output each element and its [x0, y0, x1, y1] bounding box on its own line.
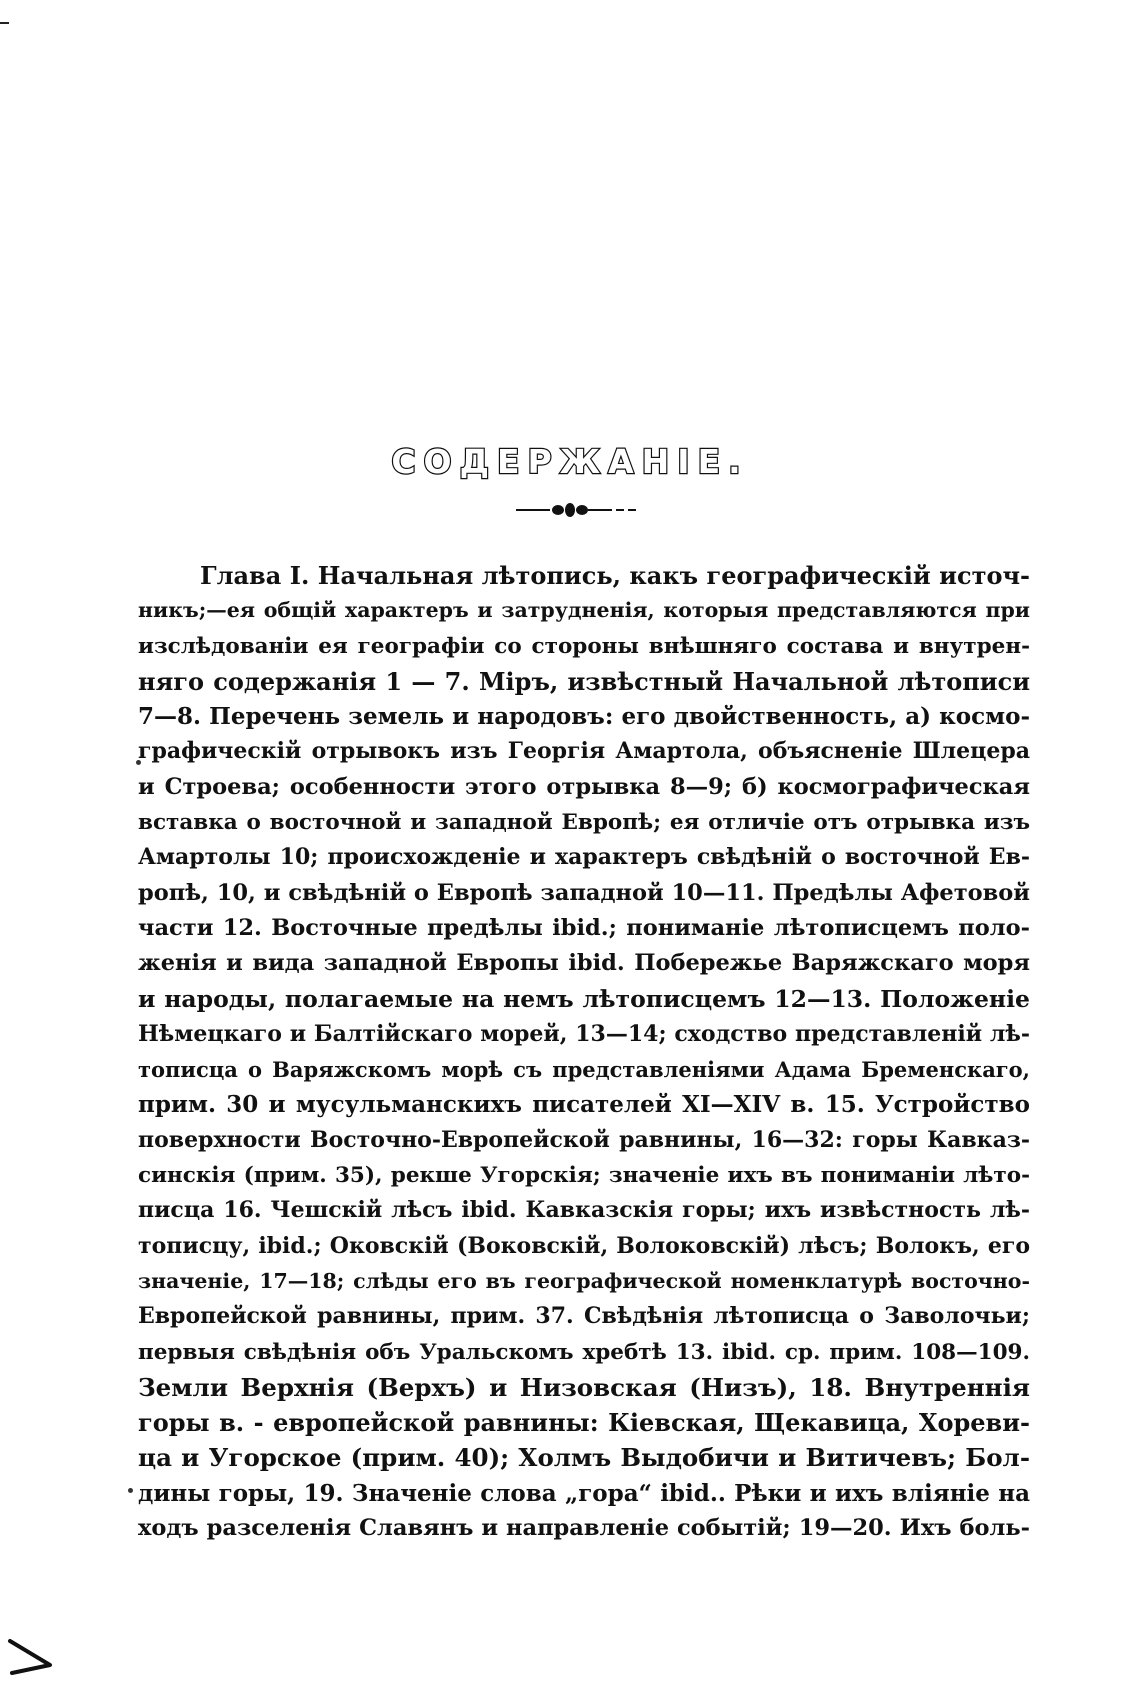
table-of-contents-body [138, 558, 1030, 1546]
toc-line: женія и вида западной Европы ibid. Побережье Варяжскаго моря [138, 950, 1030, 977]
toc-line: графическій отрывокъ изъ Георгія Амартола, объясненіе Шлецера [138, 738, 1030, 765]
toc-line: няго содержанія 1 — 7. Міръ, извѣстный Начальной лѣтописи [138, 666, 1030, 696]
toc-line: тописцу, ibid.; Оковскій (Воковскій, Волоковскій) лѣсъ; Волокъ, его [138, 1232, 1030, 1259]
toc-line: изслѣдованіи ея географіи со стороны внѣшняго состава и внутрен- [138, 633, 1030, 659]
toc-line: Нѣмецкаго и Балтійскаго морей, 13—14; сходство представленій лѣ- [138, 1020, 1030, 1047]
toc-line: вставка о восточной и западной Европѣ; ея отличіе отъ отрывка изъ [138, 810, 1030, 836]
toc-line: прим. 30 и мусульманскихъ писателей XI—XIV в. 15. Устройство [138, 1091, 1030, 1119]
scan-corner-arrow-icon [6, 1635, 54, 1677]
toc-line: Земли Верхнія (Верхъ) и Низовская (Низъ), 18. Внутреннія [138, 1372, 1030, 1402]
toc-line: тописца о Варяжскомъ морѣ съ представленіями Адама Бременскаго, [138, 1057, 1030, 1083]
toc-line: дины горы, 19. Значеніе слова „гора“ ibid.. Рѣки и ихъ вліяніе на [138, 1479, 1030, 1507]
toc-line: ходъ разселенія Славянъ и направленіе событій; 19—20. Ихъ боль- [138, 1515, 1030, 1542]
toc-line: никъ;—ея общій характеръ и затрудненія, которыя представляются при [138, 598, 1030, 623]
toc-line: и Строева; особенности этого отрывка 8—9; б) космографическая [138, 773, 1030, 800]
toc-line: Европейской равнины, прим. 37. Свѣдѣнія лѣтописца о Заволочьи; [138, 1303, 1030, 1330]
toc-line: ца и Угорское (прим. 40); Холмъ Выдобичи и Витичевъ; Бол- [138, 1443, 1030, 1473]
toc-line: горы в. - европейской равнины: Кіевская, Щекавица, Хореви- [138, 1408, 1030, 1438]
toc-line: первыя свѣдѣнія объ Уральскомъ хребтѣ 13. ibid. ср. прим. 108—109. [138, 1339, 1030, 1365]
page-title: СОДЕРЖАНІЕ. [391, 442, 749, 481]
toc-line: ропѣ, 10, и свѣдѣній о Европѣ западной 10—11. Предѣлы Афетовой [138, 879, 1030, 906]
title-ornament-icon [514, 500, 646, 520]
toc-line: значеніе, 17—18; слѣды его въ географической номенклатурѣ восточно- [138, 1268, 1030, 1293]
toc-line: синскія (прим. 35), рекше Угорскія; значеніе ихъ въ пониманіи лѣто- [138, 1163, 1030, 1189]
scan-edge-mark [0, 22, 9, 24]
toc-line: и народы, полагаемые на немъ лѣтописцемъ 12—13. Положеніе [138, 984, 1030, 1013]
toc-line: писца 16. Чешскій лѣсъ ibid. Кавказскія горы; ихъ извѣстность лѣ- [138, 1197, 1030, 1224]
toc-line: Амартолы 10; происхожденіе и характеръ свѣдѣній о восточной Ев- [138, 844, 1030, 871]
toc-line: части 12. Восточные предѣлы ibid.; пониманіе лѣтописцемъ поло- [138, 914, 1030, 941]
toc-line: поверхности Восточно-Европейской равнины, 16—32: горы Кавказ- [138, 1126, 1030, 1153]
toc-line: 7—8. Перечень земель и народовъ: его двойственность, а) космо- [138, 703, 1030, 731]
scan-dot [128, 1488, 133, 1493]
toc-line: Глава I. Начальная лѣтопись, какъ географическій источ- [200, 561, 1030, 590]
